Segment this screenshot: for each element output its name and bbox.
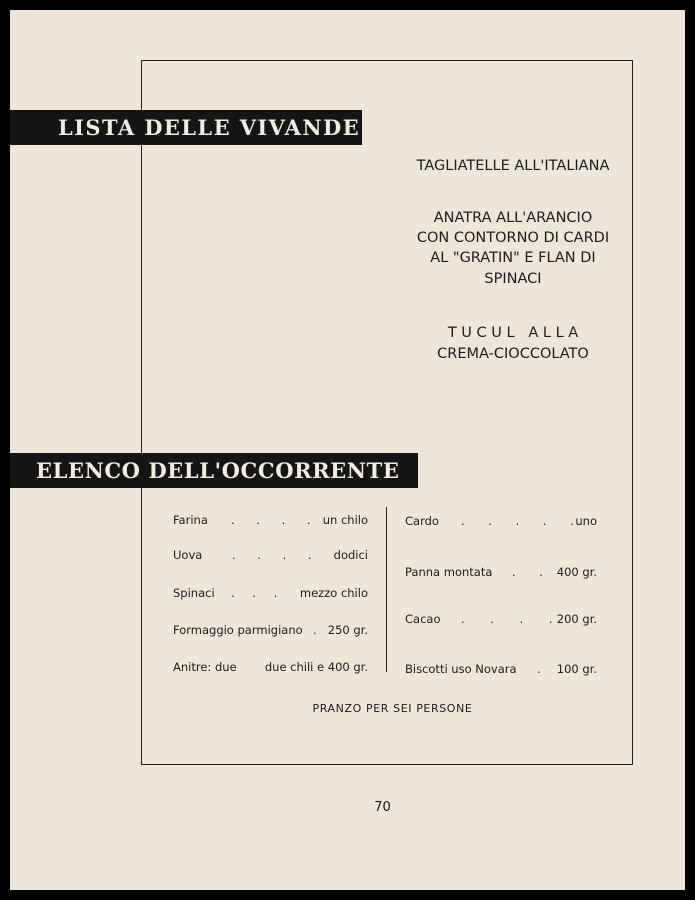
leader-dots: . . . . — [231, 513, 311, 527]
dish-line: TAGLIATELLE ALL'ITALIANA — [416, 158, 610, 174]
dish-line: CREMA-CIOCCOLATO — [437, 346, 589, 362]
ingredient-qty: 400 gr. — [556, 565, 597, 579]
ingredient-name: Cardo — [405, 514, 439, 528]
ingredient-name: Uova — [173, 548, 203, 562]
dish-line: CON CONTORNO DI CARDI — [416, 230, 610, 246]
servings-note: PRANZO PER SEI PERSONE — [312, 702, 473, 715]
ingredient-qty: uno — [575, 514, 597, 528]
menu-heading: LISTA DELLE VIVANDE — [10, 110, 362, 145]
ingredient-qty: 250 gr. — [327, 623, 368, 637]
page-number: 70 — [374, 800, 391, 815]
dish-line: ANATRA ALL'ARANCIO — [433, 210, 593, 226]
ingredient-qty: due chili e 400 gr. — [264, 660, 368, 674]
dish-line: T U C U L A L L A — [447, 325, 579, 341]
leader-dots: . . . — [231, 586, 278, 600]
column-divider — [386, 507, 387, 672]
ingredient-name: Spinaci — [173, 586, 215, 600]
dish-line: AL "GRATIN" E FLAN DI — [430, 250, 596, 266]
ingredient-name: Cacao — [405, 612, 441, 626]
ingredient-qty: mezzo chilo — [299, 586, 368, 600]
ingredients-heading: ELENCO DELL'OCCORRENTE — [10, 453, 418, 488]
ingredient-name: Biscotti uso Novara — [405, 662, 517, 676]
leader-dots: . . — [512, 565, 543, 579]
ingredient-qty: 100 gr. — [556, 662, 597, 676]
leader-dots: . — [537, 662, 541, 676]
page — [10, 10, 685, 890]
ingredient-qty: dodici — [333, 548, 368, 562]
ingredient-qty: un chilo — [322, 513, 368, 527]
leader-dots: . . . . — [461, 612, 553, 626]
ingredient-name: Panna montata — [405, 565, 493, 579]
ingredient-name: Formaggio parmigiano — [173, 623, 303, 637]
leader-dots: . — [313, 623, 317, 637]
ingredient-name: Anitre: due — [173, 660, 237, 674]
leader-dots: . . . . . — [461, 514, 574, 528]
ingredient-name: Farina — [173, 513, 208, 527]
dish-line: SPINACI — [484, 271, 542, 287]
leader-dots: . . . . — [232, 548, 312, 562]
ingredient-qty: 200 gr. — [556, 612, 597, 626]
